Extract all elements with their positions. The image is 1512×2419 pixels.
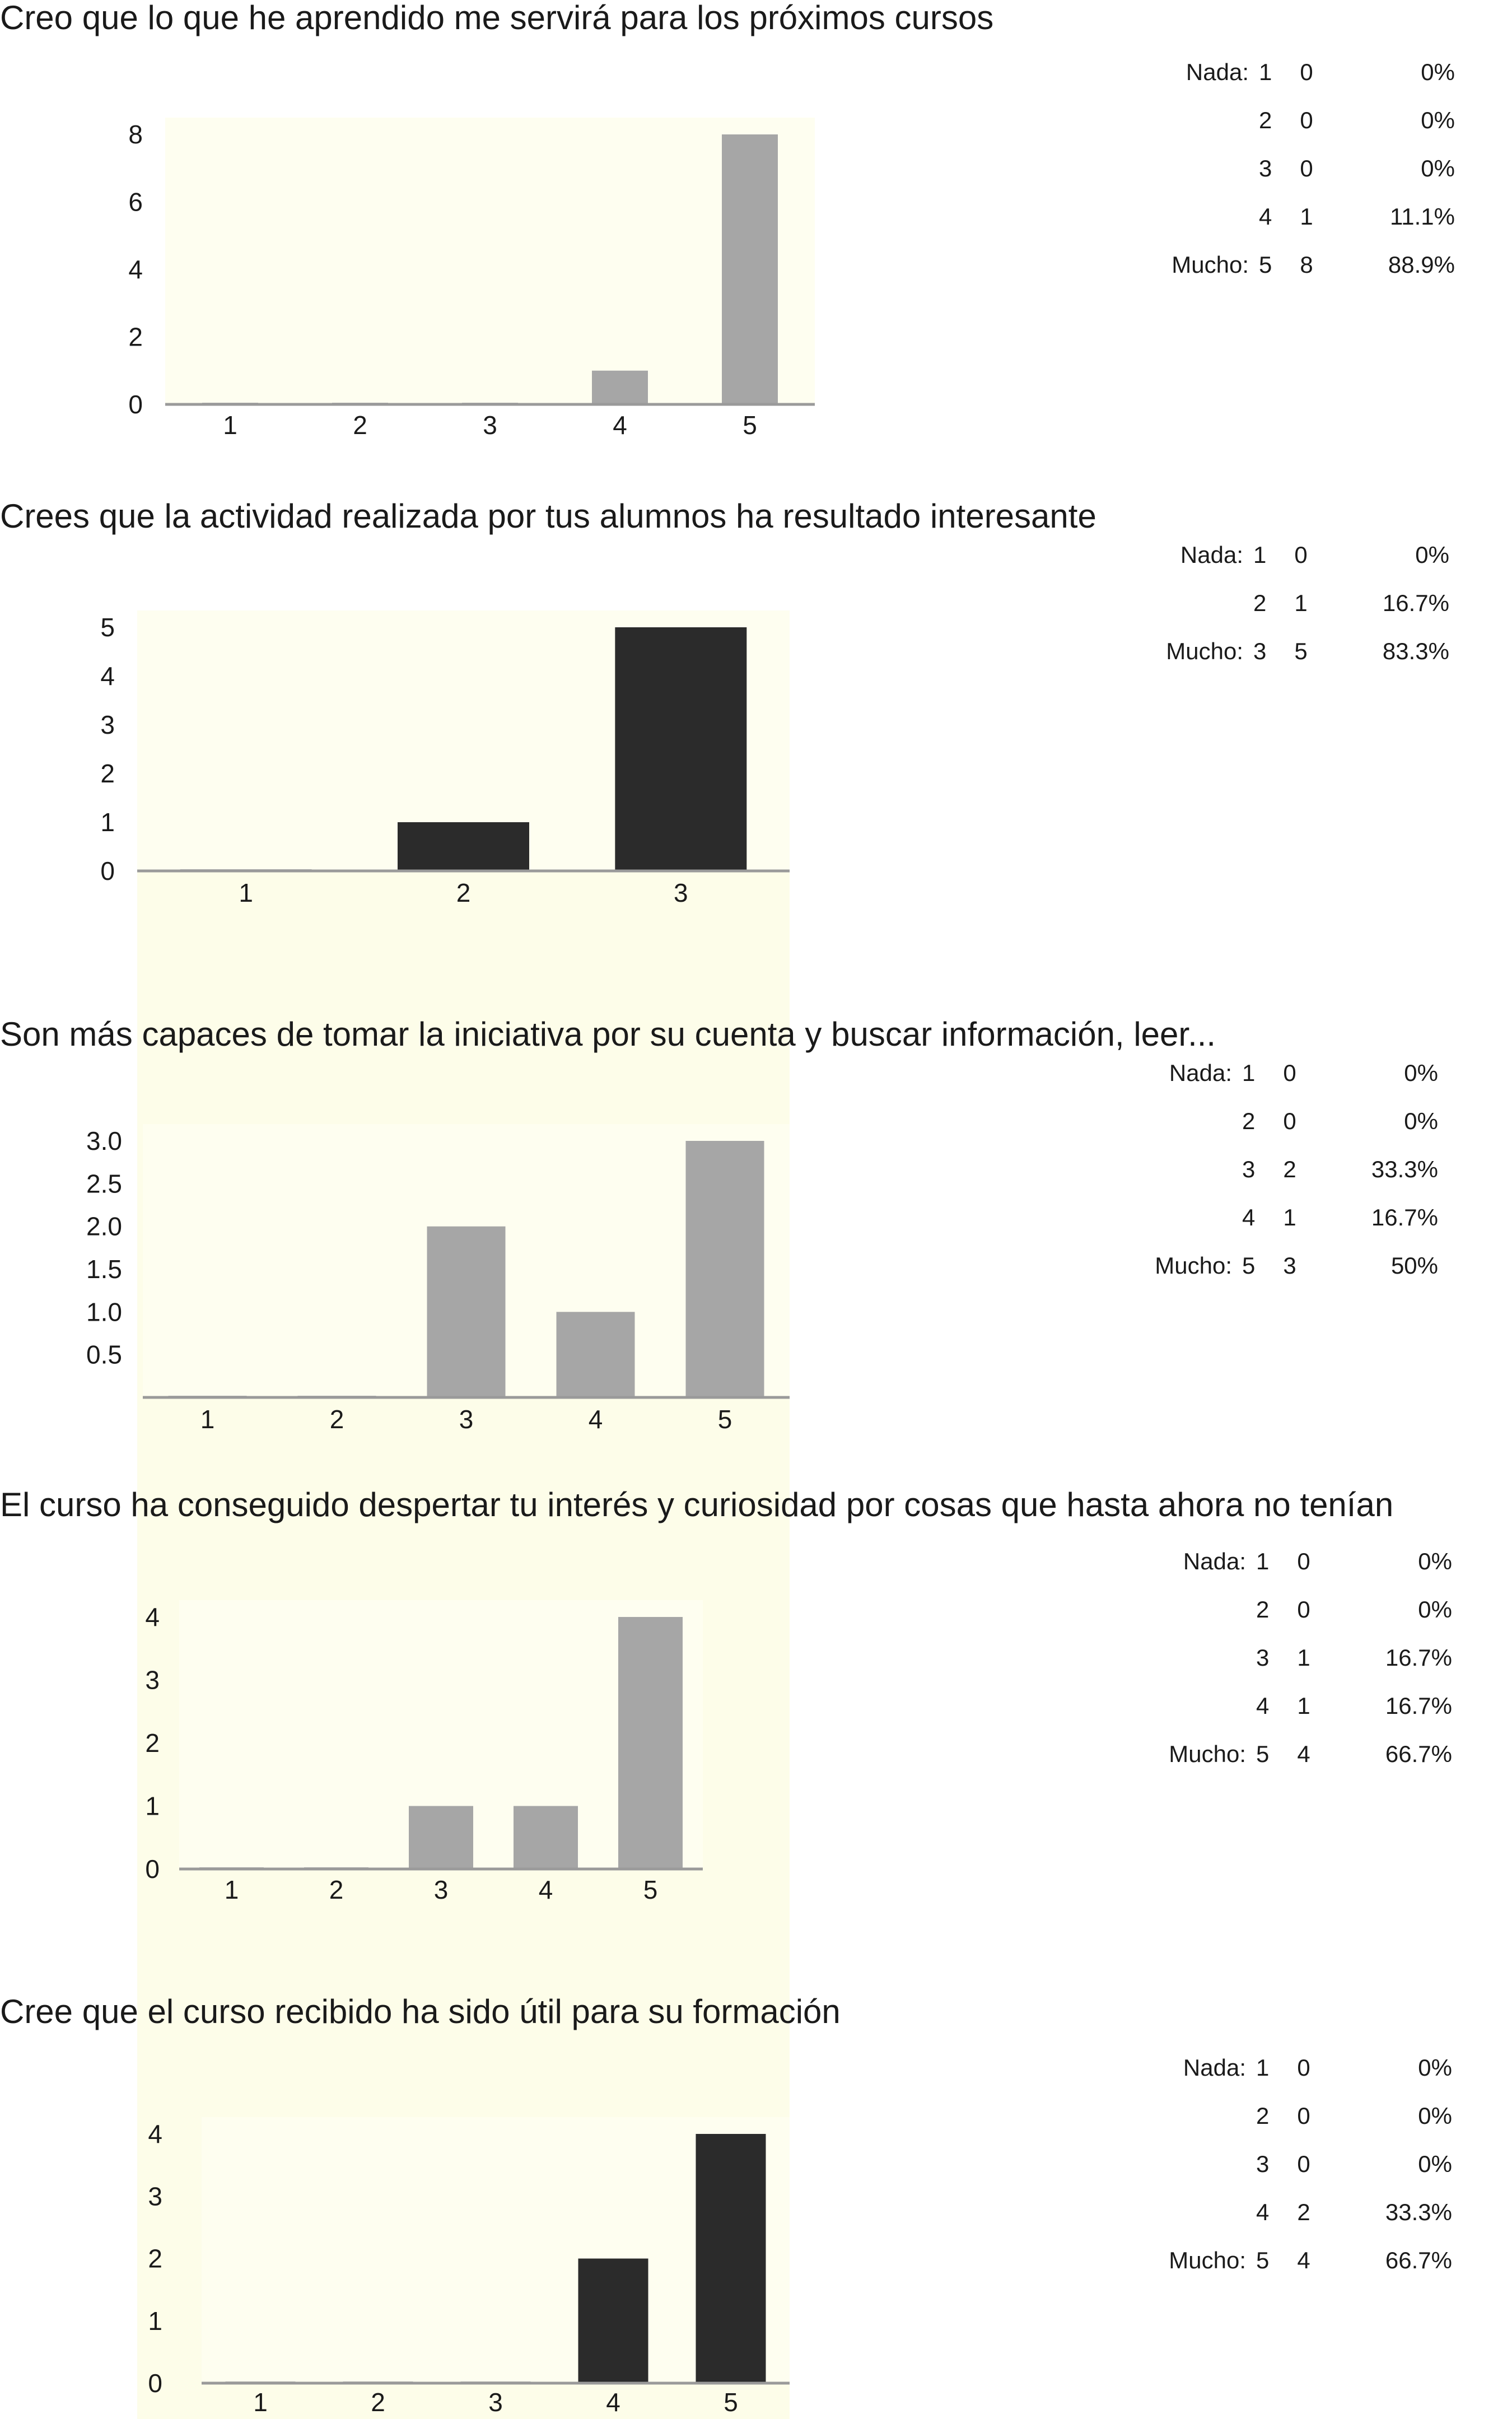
scale-label — [1148, 193, 1259, 241]
frequency-table — [1145, 1537, 1452, 1778]
x-tick-label: 1 — [200, 1405, 215, 1434]
percent-value: 11.1% — [1390, 203, 1455, 230]
percent-value: 33.3% — [1371, 1156, 1438, 1182]
x-tick-label: 4 — [613, 411, 627, 440]
percent-value: 16.7% — [1385, 1644, 1452, 1671]
count-value: 0 — [1300, 107, 1313, 133]
x-tick-label: 5 — [743, 411, 757, 440]
scale-label — [1145, 2140, 1256, 2188]
bar-5 — [686, 1141, 764, 1397]
table-row — [1145, 1730, 1452, 1778]
scale-label: Nada: — [1169, 1060, 1232, 1086]
table-row — [1145, 2044, 1452, 2092]
question-section — [0, 1487, 1512, 1991]
x-tick-label: 1 — [223, 411, 237, 440]
scale-label: Mucho: — [1172, 251, 1249, 278]
frequency-table — [1142, 531, 1449, 675]
score-value: 5 — [1242, 1252, 1256, 1279]
score-value: 1 — [1256, 1548, 1270, 1574]
x-tick-label: 2 — [456, 878, 471, 907]
bar-chart — [0, 1994, 840, 2419]
table-row — [1145, 2236, 1452, 2285]
scale-label — [1145, 2092, 1256, 2140]
score-value: 2 — [1256, 1596, 1270, 1623]
score-value: 4 — [1256, 2199, 1270, 2225]
y-tick-label: 2 — [128, 322, 143, 352]
y-tick-label: 4 — [145, 1602, 160, 1632]
frequency-table — [1145, 2044, 1452, 2285]
count-value: 0 — [1297, 2103, 1310, 2129]
bar-4 — [514, 1806, 578, 1870]
scale-label — [1145, 2188, 1256, 2236]
y-tick-label: 8 — [128, 120, 143, 149]
y-tick-label: 0 — [128, 390, 143, 419]
x-tick-label: 3 — [674, 878, 688, 907]
count-value: 0 — [1283, 1108, 1296, 1134]
count-value: 4 — [1297, 1741, 1310, 1767]
table-row — [1145, 1537, 1452, 1586]
x-tick-label: 5 — [643, 1875, 658, 1904]
bar-5 — [722, 134, 778, 404]
table-row — [1145, 2140, 1452, 2188]
question-section — [0, 0, 1512, 482]
percent-value: 0% — [1418, 2103, 1452, 2129]
x-tick-label: 1 — [224, 1875, 239, 1904]
y-tick-label: 3.0 — [86, 1126, 122, 1155]
y-tick-label: 0 — [100, 856, 115, 885]
count-value: 0 — [1297, 2151, 1310, 2177]
y-tick-label: 4 — [128, 255, 143, 284]
bar-3 — [615, 627, 746, 871]
y-tick-label: 2 — [100, 759, 115, 788]
percent-value: 0% — [1418, 1596, 1452, 1623]
count-value: 4 — [1297, 2247, 1310, 2273]
score-value: 1 — [1256, 2054, 1270, 2081]
scale-label — [1131, 1194, 1242, 1242]
x-tick-label: 2 — [353, 411, 367, 440]
percent-value: 16.7% — [1371, 1204, 1438, 1231]
score-value: 3 — [1259, 155, 1272, 181]
table-row — [1131, 1145, 1438, 1194]
frequency-table — [1148, 48, 1455, 289]
score-value: 4 — [1242, 1204, 1256, 1231]
y-tick-label: 1.0 — [86, 1297, 122, 1327]
count-value: 0 — [1297, 2054, 1310, 2081]
x-tick-label: 4 — [606, 2388, 620, 2417]
percent-value: 0% — [1421, 155, 1455, 181]
table-row — [1148, 241, 1455, 289]
plot-area — [165, 118, 815, 404]
bar-4 — [592, 371, 648, 404]
percent-value: 33.3% — [1385, 2199, 1452, 2225]
score-value: 3 — [1256, 2151, 1270, 2177]
y-tick-label: 0.5 — [86, 1340, 122, 1369]
count-value: 1 — [1297, 1693, 1310, 1719]
question-section — [0, 1994, 1512, 2419]
x-tick-label: 2 — [329, 1405, 344, 1434]
y-tick-label: 6 — [128, 187, 143, 217]
percent-value: 50% — [1390, 1252, 1438, 1279]
y-tick-label: 3 — [145, 1665, 160, 1695]
y-tick-label: 4 — [148, 2119, 162, 2148]
y-tick-label: 2.5 — [86, 1169, 122, 1199]
percent-value: 0% — [1418, 2151, 1452, 2177]
score-value: 2 — [1242, 1108, 1256, 1134]
y-tick-label: 2.0 — [86, 1211, 122, 1241]
question-section — [0, 498, 1512, 963]
table-row — [1145, 1586, 1452, 1634]
question-title: Crees que la actividad realizada por tus alumnos ha resultado interesante — [0, 497, 1096, 535]
question-title: Creo que lo que he aprendido me servirá para los próximos cursos — [0, 0, 994, 36]
y-tick-label: 4 — [100, 661, 115, 691]
percent-value: 0% — [1421, 107, 1455, 133]
bar-3 — [427, 1227, 506, 1397]
y-tick-label: 0 — [145, 1854, 160, 1884]
scale-label — [1145, 1682, 1256, 1730]
bar-chart — [0, 498, 840, 963]
x-tick-label: 4 — [538, 1875, 553, 1904]
question-title: El curso ha conseguido despertar tu interés y curiosidad por cosas que hasta ahora no tenían — [0, 1486, 1394, 1523]
x-tick-label: 3 — [433, 1875, 449, 1904]
table-row — [1148, 193, 1455, 241]
scale-label: Mucho: — [1169, 1741, 1246, 1767]
scale-label: Mucho: — [1166, 638, 1243, 664]
bar-5 — [696, 2134, 766, 2383]
percent-value: 66.7% — [1385, 1741, 1452, 1767]
x-tick-label: 1 — [239, 878, 253, 907]
score-value: 1 — [1242, 1060, 1256, 1086]
scale-label — [1145, 1586, 1256, 1634]
bar-3 — [409, 1806, 473, 1870]
percent-value: 0% — [1421, 59, 1455, 85]
y-tick-label: 1.5 — [86, 1255, 122, 1284]
percent-value: 0% — [1404, 1108, 1438, 1134]
count-value: 0 — [1297, 1596, 1310, 1623]
y-tick-label: 2 — [148, 2244, 162, 2273]
scale-label: Mucho: — [1169, 2247, 1246, 2273]
table-row — [1148, 96, 1455, 145]
percent-value: 16.7% — [1382, 590, 1449, 616]
score-value: 3 — [1253, 638, 1267, 664]
percent-value: 0% — [1404, 1060, 1438, 1086]
x-tick-label: 4 — [588, 1405, 603, 1434]
table-row — [1142, 531, 1449, 579]
count-value: 2 — [1297, 2199, 1310, 2225]
count-value: 1 — [1283, 1204, 1296, 1231]
bar-2 — [398, 822, 529, 871]
percent-value: 16.7% — [1385, 1693, 1452, 1719]
table-row — [1148, 145, 1455, 193]
table-row — [1131, 1049, 1438, 1097]
scale-label: Nada: — [1180, 542, 1243, 568]
score-value: 3 — [1242, 1156, 1256, 1182]
score-value: 1 — [1253, 542, 1267, 568]
score-value: 4 — [1256, 1693, 1270, 1719]
table-row — [1145, 1634, 1452, 1682]
scale-label: Nada: — [1183, 1548, 1246, 1574]
count-value: 3 — [1283, 1252, 1296, 1279]
scale-label: Mucho: — [1155, 1252, 1232, 1279]
bar-4 — [557, 1312, 635, 1397]
score-value: 5 — [1256, 2247, 1270, 2273]
count-value: 8 — [1300, 251, 1313, 278]
bar-chart — [0, 1017, 840, 1487]
percent-value: 88.9% — [1388, 251, 1455, 278]
bar-chart — [0, 0, 840, 482]
score-value: 2 — [1256, 2103, 1270, 2129]
scale-label — [1142, 579, 1253, 627]
bar-5 — [618, 1617, 683, 1869]
score-value: 1 — [1259, 59, 1272, 85]
count-value: 0 — [1300, 155, 1313, 181]
count-value: 5 — [1294, 638, 1308, 664]
count-value: 0 — [1297, 1548, 1310, 1574]
scale-label: Nada: — [1186, 59, 1249, 85]
percent-value: 66.7% — [1385, 2247, 1452, 2273]
table-row — [1131, 1242, 1438, 1290]
scale-label — [1131, 1145, 1242, 1194]
count-value: 2 — [1283, 1156, 1296, 1182]
y-tick-label: 1 — [148, 2306, 162, 2336]
count-value: 1 — [1297, 1644, 1310, 1671]
score-value: 4 — [1259, 203, 1272, 230]
question-title: Son más capaces de tomar la iniciativa por su cuenta y buscar información, leer... — [0, 1015, 1216, 1053]
x-tick-label: 3 — [488, 2388, 503, 2417]
y-tick-label: 3 — [100, 710, 115, 739]
y-tick-label: 2 — [145, 1728, 160, 1758]
y-tick-label: 5 — [100, 613, 115, 642]
table-row — [1131, 1194, 1438, 1242]
table-row — [1145, 2188, 1452, 2236]
scale-label — [1148, 96, 1259, 145]
bar-chart — [0, 1487, 840, 1991]
count-value: 1 — [1294, 590, 1308, 616]
scale-label — [1131, 1097, 1242, 1145]
y-tick-label: 0 — [148, 2369, 162, 2398]
table-row — [1131, 1097, 1438, 1145]
count-value: 0 — [1283, 1060, 1296, 1086]
y-tick-label: 3 — [148, 2182, 162, 2211]
count-value: 1 — [1300, 203, 1313, 230]
percent-value: 0% — [1415, 542, 1449, 568]
count-value: 0 — [1300, 59, 1313, 85]
x-tick-label: 5 — [724, 2388, 738, 2417]
score-value: 2 — [1253, 590, 1267, 616]
score-value: 2 — [1259, 107, 1272, 133]
percent-value: 83.3% — [1382, 638, 1449, 664]
x-tick-label: 1 — [253, 2388, 268, 2417]
percent-value: 0% — [1418, 2054, 1452, 2081]
table-row — [1142, 579, 1449, 627]
x-tick-label: 2 — [371, 2388, 385, 2417]
scale-label: Nada: — [1183, 2054, 1246, 2081]
y-tick-label: 1 — [100, 808, 115, 837]
scale-label — [1145, 1634, 1256, 1682]
table-row — [1148, 48, 1455, 96]
score-value: 5 — [1256, 1741, 1270, 1767]
count-value: 0 — [1294, 542, 1308, 568]
table-row — [1145, 1682, 1452, 1730]
table-row — [1142, 627, 1449, 675]
x-tick-label: 5 — [717, 1405, 732, 1434]
table-row — [1145, 2092, 1452, 2140]
x-tick-label: 3 — [459, 1405, 474, 1434]
percent-value: 0% — [1418, 1548, 1452, 1574]
scale-label — [1148, 145, 1259, 193]
score-value: 5 — [1259, 251, 1272, 278]
question-title: Cree que el curso recibido ha sido útil para su formación — [0, 1993, 841, 2030]
question-section — [0, 1017, 1512, 1487]
frequency-table — [1131, 1049, 1438, 1290]
x-tick-label: 2 — [329, 1875, 344, 1904]
y-tick-label: 1 — [145, 1791, 160, 1821]
bar-4 — [578, 2259, 648, 2384]
score-value: 3 — [1256, 1644, 1270, 1671]
x-tick-label: 3 — [483, 411, 497, 440]
